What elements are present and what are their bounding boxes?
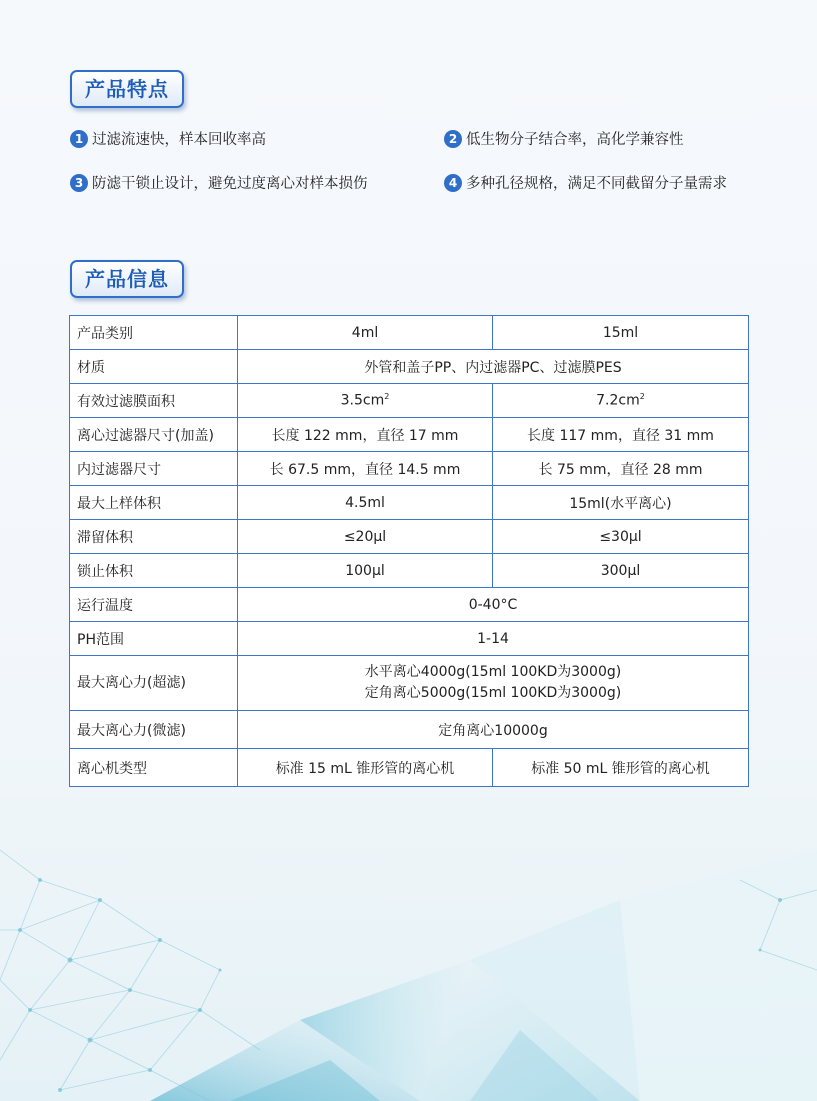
row-label: 运行温度	[70, 588, 238, 622]
cell-merged: 1-14	[238, 622, 749, 656]
cell-15ml: 长 75 mm，直径 28 mm	[493, 452, 749, 486]
feature-item	[444, 172, 727, 193]
table-row	[70, 350, 749, 384]
feature-text: 多种孔径规格，满足不同截留分子量需求	[466, 176, 727, 192]
cell-4ml: 4ml	[238, 316, 493, 350]
cell-merged	[238, 656, 749, 711]
product-info-table	[69, 315, 749, 787]
table-row	[70, 486, 749, 520]
cell-15ml: 标准 50 mL 锥形管的离心机	[493, 749, 749, 787]
table-row	[70, 452, 749, 486]
cell-4ml: 4.5ml	[238, 486, 493, 520]
row-label: 最大离心力(微滤)	[70, 711, 238, 749]
cell-15ml: 300μl	[493, 554, 749, 588]
table-row	[70, 384, 749, 418]
number-4-icon: 4	[444, 174, 462, 192]
cell-merged: 0-40°C	[238, 588, 749, 622]
cell-4ml	[238, 384, 493, 418]
number-1-icon: 1	[70, 130, 88, 148]
row-label: 最大离心力(超滤)	[70, 656, 238, 711]
feature-text: 低生物分子结合率，高化学兼容性	[466, 132, 684, 148]
table-row	[70, 554, 749, 588]
force-line-fixed-angle: 定角离心5000g(15ml 100KD为3000g)	[364, 685, 622, 701]
cell-4ml: 标准 15 mL 锥形管的离心机	[238, 749, 493, 787]
table-row	[70, 711, 749, 749]
cell-15ml: ≤30μl	[493, 520, 749, 554]
force-line-horizontal: 水平离心4000g(15ml 100KD为3000g)	[364, 664, 622, 680]
row-label: 材质	[70, 350, 238, 384]
cell-merged: 定角离心10000g	[238, 711, 749, 749]
row-label: 锁止体积	[70, 554, 238, 588]
feature-item	[70, 128, 266, 149]
number-3-icon: 3	[70, 174, 88, 192]
row-label: 最大上样体积	[70, 486, 238, 520]
row-label: PH范围	[70, 622, 238, 656]
features-section-title: 产品特点	[70, 70, 184, 108]
area-unit-sup: 2	[639, 392, 645, 402]
row-label: 滞留体积	[70, 520, 238, 554]
table-row	[70, 749, 749, 787]
feature-text: 防滤干锁止设计，避免过度离心对样本损伤	[92, 176, 368, 192]
cell-merged: 外管和盖子PP、内过滤器PC、过滤膜PES	[238, 350, 749, 384]
row-label: 离心过滤器尺寸(加盖)	[70, 418, 238, 452]
table-row	[70, 520, 749, 554]
feature-item	[70, 172, 368, 193]
cell-15ml	[493, 384, 749, 418]
row-label: 内过滤器尺寸	[70, 452, 238, 486]
area-value: 7.2cm	[596, 392, 640, 409]
info-section-title: 产品信息	[70, 260, 184, 298]
cell-15ml: 长度 117 mm，直径 31 mm	[493, 418, 749, 452]
feature-item	[444, 128, 684, 149]
table-row	[70, 588, 749, 622]
row-label: 离心机类型	[70, 749, 238, 787]
row-label: 产品类别	[70, 316, 238, 350]
cell-4ml: 长 67.5 mm，直径 14.5 mm	[238, 452, 493, 486]
area-value: 3.5cm	[340, 392, 385, 409]
table-row	[70, 656, 749, 711]
area-unit-sup: 2	[384, 392, 390, 402]
row-label: 有效过滤膜面积	[70, 384, 238, 418]
table-row	[70, 418, 749, 452]
cell-4ml: 长度 122 mm，直径 17 mm	[238, 418, 493, 452]
cell-4ml: ≤20μl	[238, 520, 493, 554]
cell-15ml: 15ml(水平离心)	[493, 486, 749, 520]
feature-text: 过滤流速快，样本回收率高	[92, 132, 266, 148]
cell-4ml: 100μl	[238, 554, 493, 588]
cell-15ml: 15ml	[493, 316, 749, 350]
table-row	[70, 316, 749, 350]
table-row	[70, 622, 749, 656]
number-2-icon: 2	[444, 130, 462, 148]
